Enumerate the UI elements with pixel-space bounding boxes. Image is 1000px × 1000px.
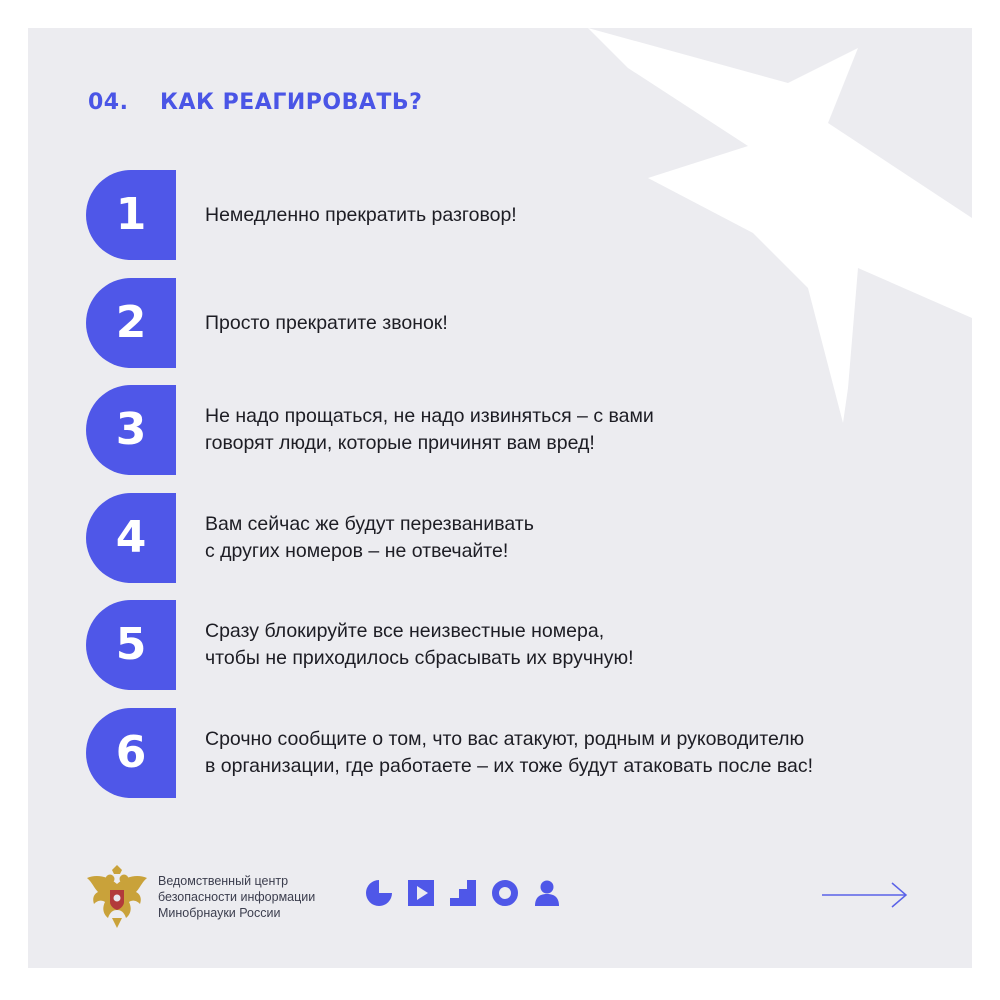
arrow-right-icon[interactable] (820, 880, 910, 910)
stairs-icon (450, 880, 476, 906)
section-title: КАК РЕАГИРОВАТЬ? (160, 90, 423, 115)
org-name: Ведомственный центр безопасности информации Минобрнауки России (158, 874, 316, 920)
step-text: Не надо прощаться, не надо извиняться – с вами говорят люди, которые причинят вам вред! (205, 405, 654, 454)
step-text: Вам сейчас же будут перезванивать с других номеров – не отвечайте! (205, 513, 534, 562)
step-item (86, 600, 946, 690)
slide-card (28, 28, 972, 968)
pie-icon (366, 880, 392, 906)
step-item (86, 708, 946, 798)
step-text: Просто прекратите звонок! (205, 311, 448, 334)
step-number-badge: 3 (86, 385, 176, 475)
ring-icon (492, 880, 518, 906)
step-item (86, 493, 946, 583)
section-number: 04. (88, 90, 129, 115)
step-item (86, 385, 946, 475)
step-number-badge: 5 (86, 600, 176, 690)
step-number-badge: 2 (86, 278, 176, 368)
step-number-badge: 1 (86, 170, 176, 260)
person-icon (534, 880, 560, 906)
russian-coat-of-arms-icon (84, 864, 150, 930)
org-logo (84, 864, 315, 930)
step-number-badge: 6 (86, 708, 176, 798)
brand-icons (366, 880, 560, 906)
play-icon (408, 880, 434, 906)
step-text: Сразу блокируйте все неизвестные номера, чтобы не приходилось сбрасывать их вручную! (205, 620, 634, 669)
step-item (86, 170, 946, 260)
step-text: Немедленно прекратить разговор! (205, 203, 517, 226)
section-header (88, 90, 422, 115)
step-number-badge: 4 (86, 493, 176, 583)
step-text: Срочно сообщите о том, что вас атакуют, родным и руководителю в организации, где работаете – их тоже будут атаковать после вас! (205, 728, 813, 777)
step-item (86, 278, 946, 368)
